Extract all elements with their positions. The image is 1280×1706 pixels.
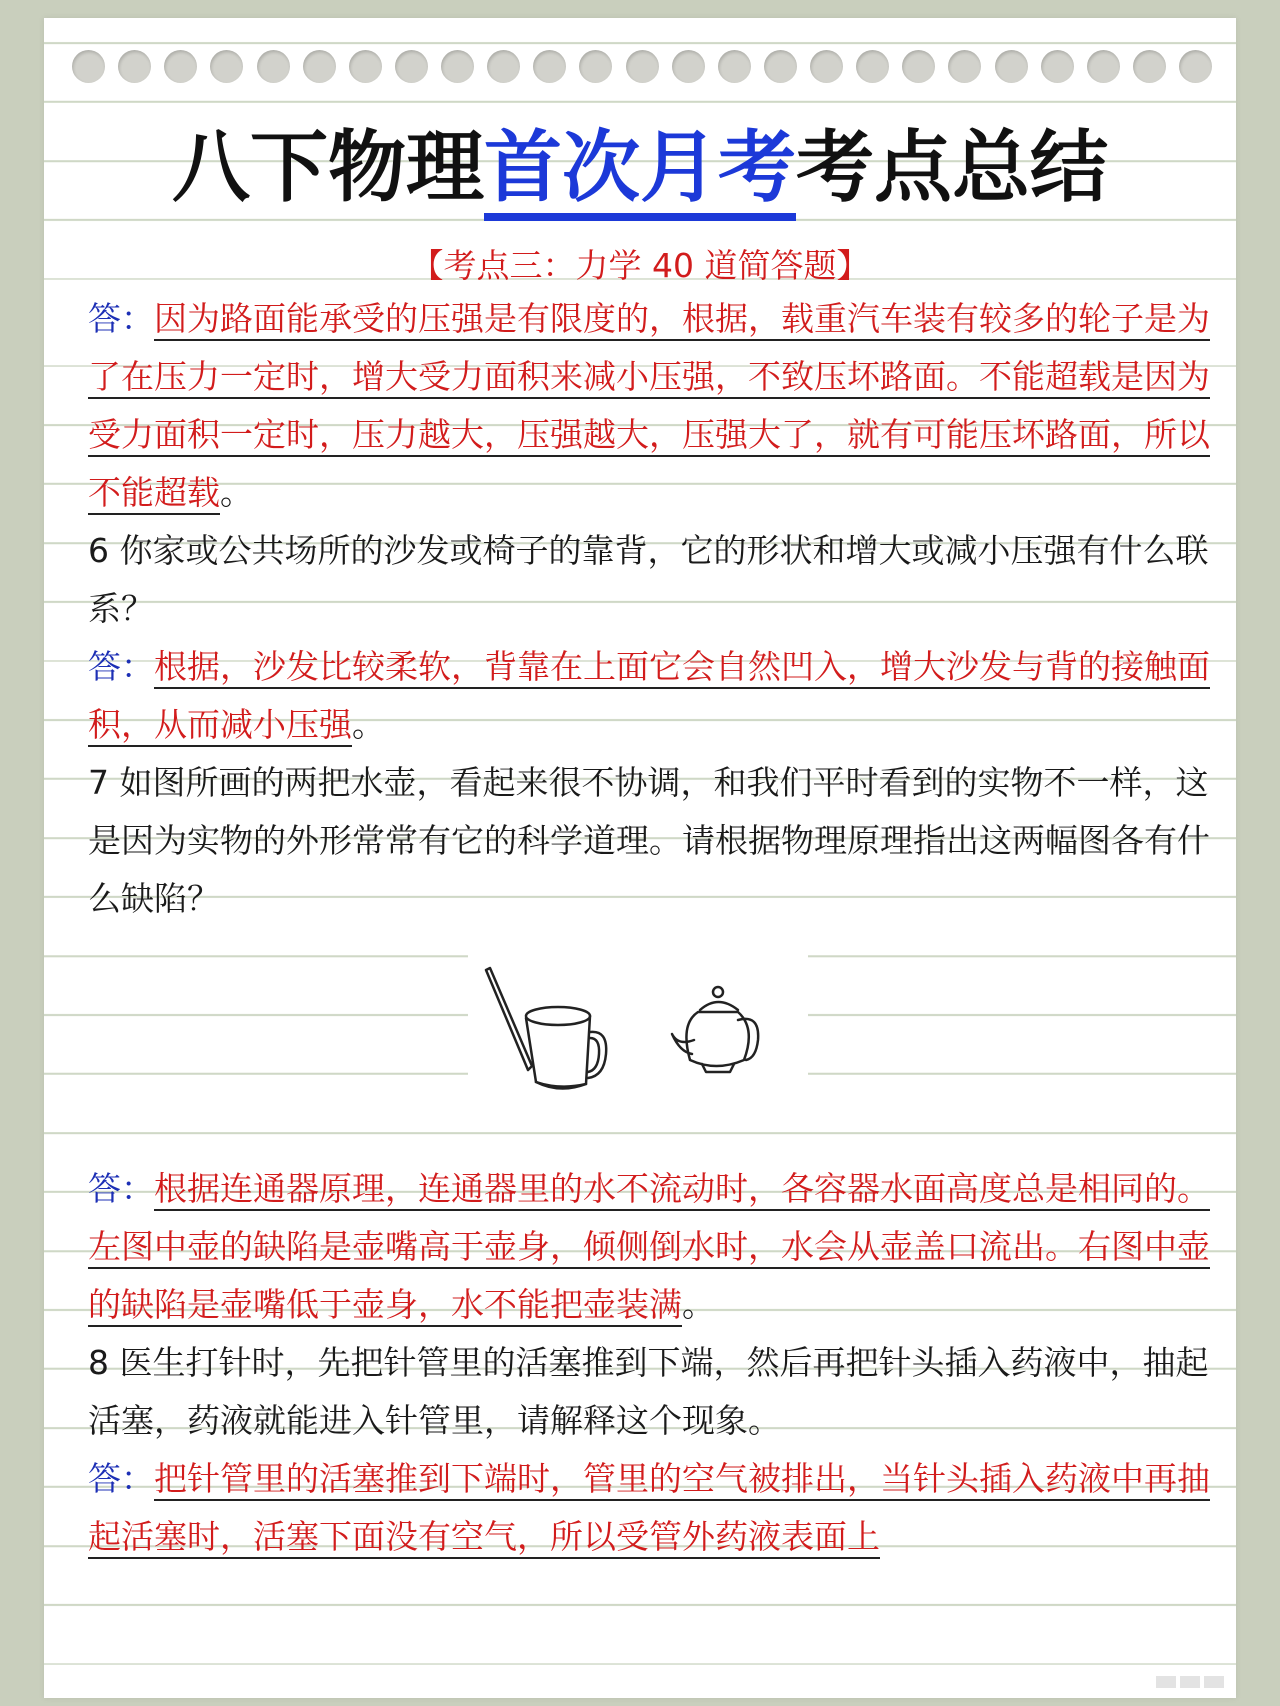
binder-hole bbox=[257, 50, 290, 83]
answer-label: 答： bbox=[88, 1459, 154, 1498]
teapot-drawing bbox=[672, 987, 758, 1072]
question-8: 8 医生打针时，先把针管里的活塞推到下端，然后再把针头插入药液中，抽起活塞，药液就能进入针管里，请解释这个现象。 bbox=[88, 1343, 1209, 1440]
answer-text: 根据连通器原理，连通器里的水不流动时，各容器水面高度总是相同的。左图中壶的缺陷是壶嘴高于壶身，倾侧倒水时，水会从壶盖口流出。右图中壶的缺陷是壶嘴低于壶身，水不能把壶装满 bbox=[88, 1169, 1210, 1324]
binder-hole bbox=[1179, 50, 1212, 83]
binder-hole bbox=[1041, 50, 1074, 83]
answer-label: 答： bbox=[88, 1169, 154, 1208]
binder-hole bbox=[810, 50, 843, 83]
binder-hole bbox=[902, 50, 935, 83]
notebook-page bbox=[44, 18, 1236, 1698]
binder-hole bbox=[533, 50, 566, 83]
answer-period: 。 bbox=[682, 1285, 715, 1324]
answer-text: 因为路面能承受的压强是有限度的，根据，载重汽车装有较多的轮子是为了在压力一定时，增大受力面积来减小压强，不致压坏路面。不能超载是因为受力面积一定时，压力越大，压强越大，压强大了，就有可能压坏路面，所以不能超载 bbox=[88, 299, 1210, 512]
answer-6 bbox=[88, 638, 1228, 754]
binder-hole bbox=[303, 50, 336, 83]
binder-hole bbox=[672, 50, 705, 83]
question-6: 6 你家或公共场所的沙发或椅子的靠背，它的形状和增大或减小压强有什么联系？ bbox=[88, 531, 1209, 628]
binder-holes bbox=[72, 50, 1212, 86]
watering-can-drawing bbox=[486, 968, 606, 1089]
answer-text: 根据，沙发比较柔软，背靠在上面它会自然凹入，增大沙发与背的接触面积，从而减小压强 bbox=[88, 647, 1210, 744]
binder-hole bbox=[1087, 50, 1120, 83]
title-part-1: 八下物理 bbox=[171, 123, 484, 213]
binder-hole bbox=[579, 50, 612, 83]
binder-hole bbox=[210, 50, 243, 83]
qa-block-7-answer bbox=[88, 1160, 1228, 1566]
binder-hole bbox=[856, 50, 889, 83]
answer-label: 答： bbox=[88, 647, 154, 686]
binder-hole bbox=[995, 50, 1028, 83]
binder-hole bbox=[487, 50, 520, 83]
binder-hole bbox=[164, 50, 197, 83]
answer-period: 。 bbox=[220, 473, 253, 512]
binder-hole bbox=[118, 50, 151, 83]
answer-5 bbox=[88, 290, 1228, 522]
title-highlight: 首次月考 bbox=[484, 123, 796, 221]
question-7: 7 如图所画的两把水壶，看起来很不协调，和我们平时看到的实物不一样，这是因为实物的外形常常有它的科学道理。请根据物理原理指出这两幅图各有什么缺陷？ bbox=[88, 763, 1210, 918]
watermark-mark bbox=[1180, 1676, 1200, 1688]
answer-7 bbox=[88, 1160, 1228, 1334]
binder-hole bbox=[349, 50, 382, 83]
answer-text: 把针管里的活塞推到下端时，管里的空气被排出，当针头插入药液中再抽起活塞时，活塞下面没有空气，所以受管外药液表面上 bbox=[88, 1459, 1210, 1556]
answer-8 bbox=[88, 1450, 1228, 1566]
binder-hole bbox=[1133, 50, 1166, 83]
binder-hole bbox=[395, 50, 428, 83]
section-subtitle: 【考点三：力学 40 道简答题】 bbox=[410, 246, 870, 285]
kettle-figure bbox=[468, 948, 808, 1128]
binder-hole bbox=[72, 50, 105, 83]
binder-hole bbox=[764, 50, 797, 83]
qa-block-5 bbox=[88, 290, 1228, 928]
answer-period: 。 bbox=[352, 705, 385, 744]
title-part-2: 考点总结 bbox=[796, 123, 1109, 213]
watermark-mark bbox=[1204, 1676, 1224, 1688]
binder-hole bbox=[718, 50, 751, 83]
page-title bbox=[44, 118, 1236, 218]
answer-label: 答： bbox=[88, 299, 154, 338]
binder-hole bbox=[441, 50, 474, 83]
binder-hole bbox=[626, 50, 659, 83]
binder-hole bbox=[948, 50, 981, 83]
kettle-illustration bbox=[468, 948, 808, 1128]
watermark-mark bbox=[1156, 1676, 1176, 1688]
watermark-marks bbox=[1156, 1676, 1224, 1688]
